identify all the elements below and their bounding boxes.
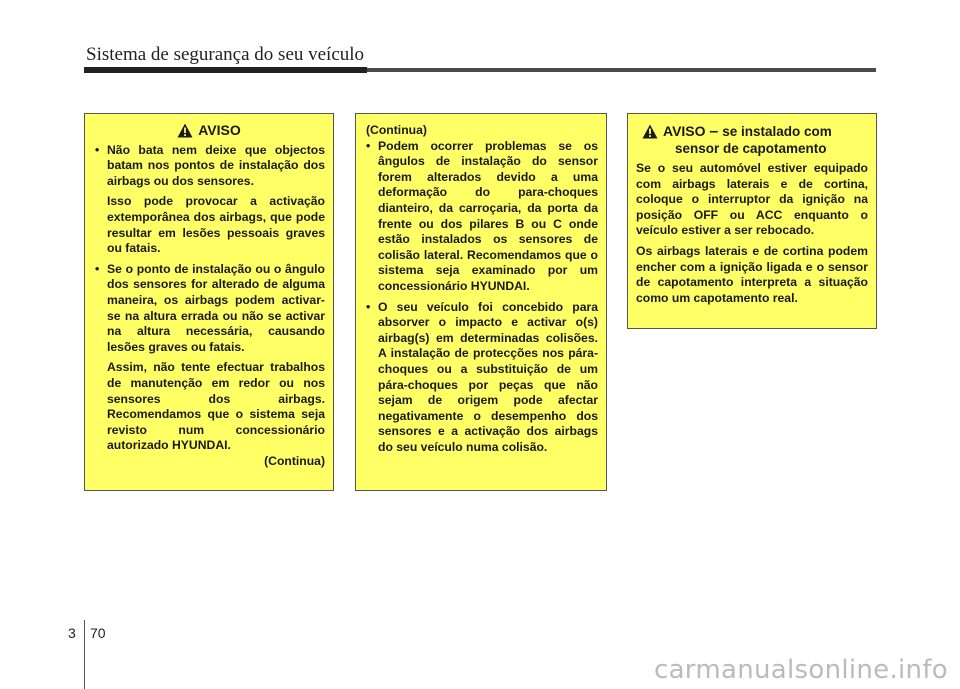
warning-box-3 (627, 113, 877, 329)
warning-title (93, 123, 325, 139)
warning-paragraph: Os airbags laterais e de cortina podem encher com a ignição ligada e o sensor de capotamento interpreta a situação como um capotamento real. (636, 243, 868, 305)
warning-box-1 (84, 113, 334, 491)
watermark: carmanualsonline.info (653, 655, 948, 685)
warning-title-sub: se instalado com (722, 124, 832, 139)
warning-paragraph: Se o seu automóvel estiver equipado com airbags laterais e de cortina, coloque o interruptor da ignição na posição OFF ou ACC enquanto o veículo estiver a ser rebocado. (636, 161, 868, 238)
warning-title-main: AVISO (663, 123, 706, 139)
warning-title (636, 123, 868, 157)
warning-bullet: • Se o ponto de instalação ou o ângulo dos sensores for alterado de alguma maneira, os airbags podem activar-se na altura errada ou não se activar na altura necessária, causando lesões graves ou fatais. (93, 262, 325, 356)
warning-triangle-icon (177, 123, 193, 138)
warning-paragraph: Isso pode provocar a activação extemporânea dos airbags, que pode resultar em lesões pessoais graves ou fatais. (107, 194, 325, 256)
warning-bullet: • Podem ocorrer problemas se os ângulos de instalação do sensor forem alterados devido a uma deformação do para-choques dianteiro, da carroçaria, da porta da frente ou dos pilares B ou C onde estão instalados os sensores de colisão lateral. Recomendamos que o sistema seja examinado por um concessionário HYUNDAI. (364, 139, 598, 295)
warning-paragraph: Assim, não tente efectuar trabalhos de manutenção em redor ou nos sensores dos airbags. Recomendamos que o sistema seja revisto num concessionário autorizado HYUNDAI. (107, 360, 325, 453)
continua-label: (Continua) (366, 123, 427, 137)
chapter-number: 3 (68, 625, 76, 641)
footer-divider-vertical (84, 620, 85, 689)
page-header-title: Sistema de segurança do seu veículo (86, 44, 365, 65)
warning-bullet: • O seu veículo foi concebido para absorver o impacto e activar o(s) airbag(s) em determinadas colisões. A instalação de protecções nos pára-choques ou a substituição de um pára-choques por peças que não sejam de origem pode afectar negativamente o desempenho dos sensores e a activação dos airbags do seu veículo numa colisão. (364, 300, 598, 456)
continua-label: (Continua) (264, 453, 325, 468)
warning-title-sub: sensor de capotamento (675, 141, 827, 156)
page-number: 70 (90, 625, 106, 641)
header-rule-accent (84, 67, 367, 73)
warning-triangle-icon (642, 124, 658, 139)
warning-title-text: AVISO (198, 122, 241, 138)
warning-box-2 (355, 113, 607, 491)
warning-bullet: • Não bata nem deixe que objectos batam nos pontos de instalação dos airbags ou dos sensores. (93, 143, 325, 190)
warning-title-dash: – (709, 123, 719, 140)
warning-title-text (663, 123, 832, 157)
